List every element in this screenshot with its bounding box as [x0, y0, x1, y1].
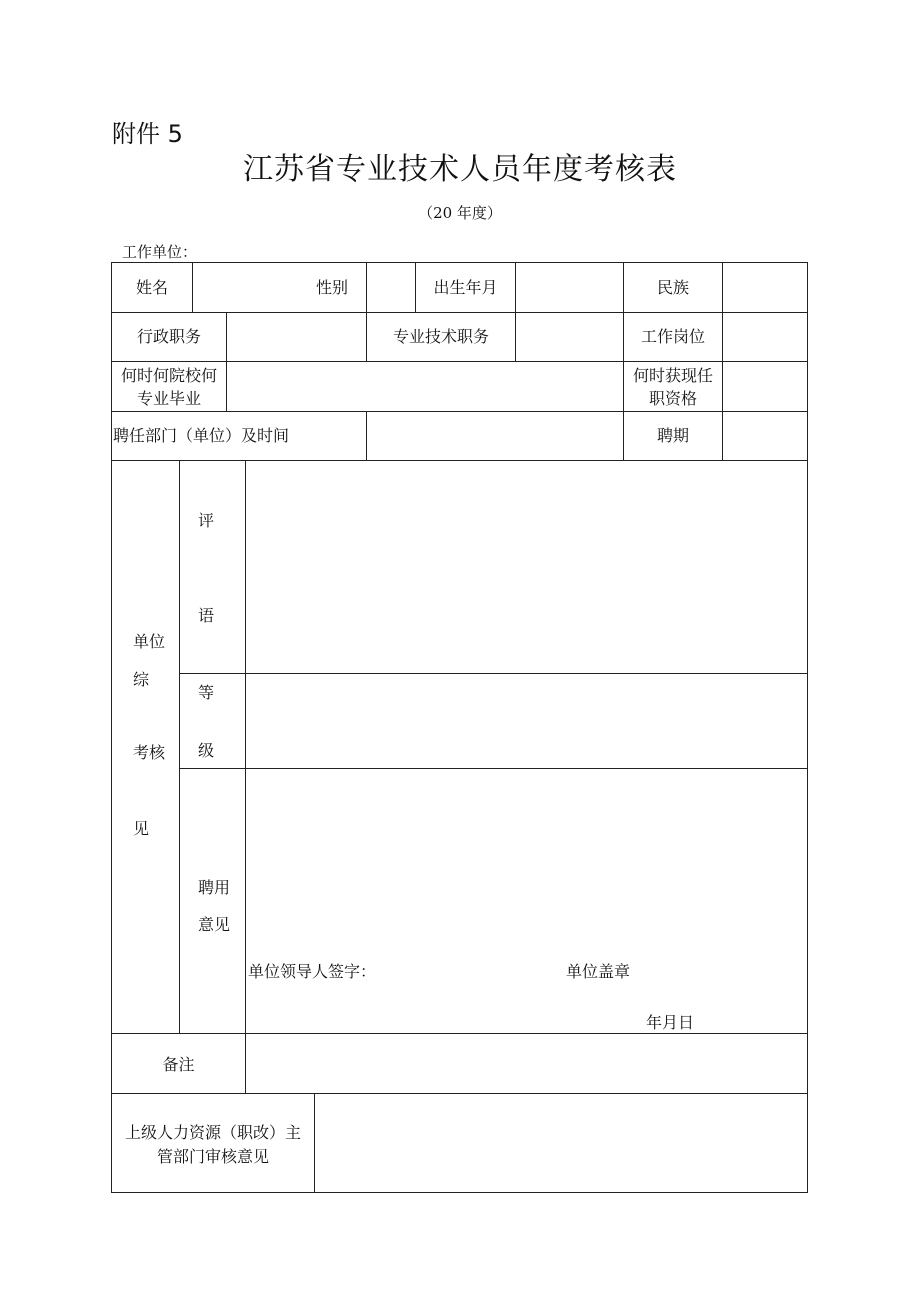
name-field[interactable] [193, 264, 313, 312]
ethnic-field[interactable] [723, 264, 807, 312]
tech-post-label: 专业技术职务 [392, 327, 489, 346]
job-post-label: 工作岗位 [640, 327, 705, 346]
superior-field[interactable] [315, 1094, 807, 1192]
table-border-bottom [111, 1192, 808, 1193]
hire-label-2: 意见 [198, 915, 231, 934]
grade-label-2: 级 [198, 741, 215, 760]
review-side-label-1: 单位 [133, 632, 166, 651]
tech-post-field[interactable] [516, 313, 623, 361]
birth-field[interactable] [516, 264, 623, 312]
comment-field[interactable] [246, 461, 807, 673]
review-side-label-4: 见 [133, 819, 150, 838]
table-border-top [111, 262, 808, 263]
name-label: 姓名 [135, 278, 168, 297]
comment-label-1: 评 [198, 511, 215, 530]
graduate-label-line2: 专业毕业 [136, 389, 201, 408]
col-divider [179, 460, 180, 1033]
review-side-label-2: 综 [133, 670, 150, 689]
job-post-field[interactable] [723, 313, 807, 361]
qualify-label-line2: 职资格 [648, 389, 697, 408]
hire-label-1: 聘用 [198, 878, 231, 897]
table-border-right [807, 262, 808, 1193]
dept-label: 聘任部门（单位）及时间 [113, 426, 290, 445]
remarks-field[interactable] [246, 1034, 807, 1093]
ethnic-label: 民族 [656, 278, 689, 297]
date-label: 年月日 [646, 1013, 695, 1032]
admin-post-label: 行政职务 [136, 327, 201, 346]
row-divider [111, 312, 808, 313]
annex-label: 附件 5 [112, 120, 183, 148]
remarks-label: 备注 [162, 1055, 195, 1074]
gender-field[interactable] [367, 264, 415, 312]
term-label: 聘期 [656, 426, 689, 445]
grade-field[interactable] [246, 674, 807, 768]
form-title: 江苏省专业技术人员年度考核表 [243, 152, 677, 187]
graduate-field[interactable] [227, 362, 623, 411]
dept-field[interactable] [367, 412, 623, 460]
birth-label: 出生年月 [433, 278, 498, 297]
work-unit-label: 工作单位： [122, 243, 198, 261]
superior-label-line1: 上级人力资源（职改）主 [124, 1123, 301, 1142]
admin-post-field[interactable] [227, 313, 366, 361]
graduate-label-line1: 何时何院校何 [120, 366, 217, 385]
hire-field[interactable] [246, 769, 807, 949]
unit-seal-label: 单位盖章 [566, 962, 631, 981]
leader-signature-label: 单位领导人签字： [248, 962, 377, 981]
term-field[interactable] [723, 412, 807, 460]
superior-label-line2: 管部门审核意见 [156, 1147, 269, 1166]
grade-label-1: 等 [198, 683, 215, 702]
comment-label-2: 语 [198, 606, 215, 625]
qualify-field[interactable] [723, 362, 807, 411]
qualify-label-line1: 何时获现任 [632, 366, 713, 385]
review-side-label-3: 考核 [133, 743, 166, 762]
form-year: （20 年度） [418, 204, 502, 222]
gender-label: 性别 [316, 278, 349, 297]
